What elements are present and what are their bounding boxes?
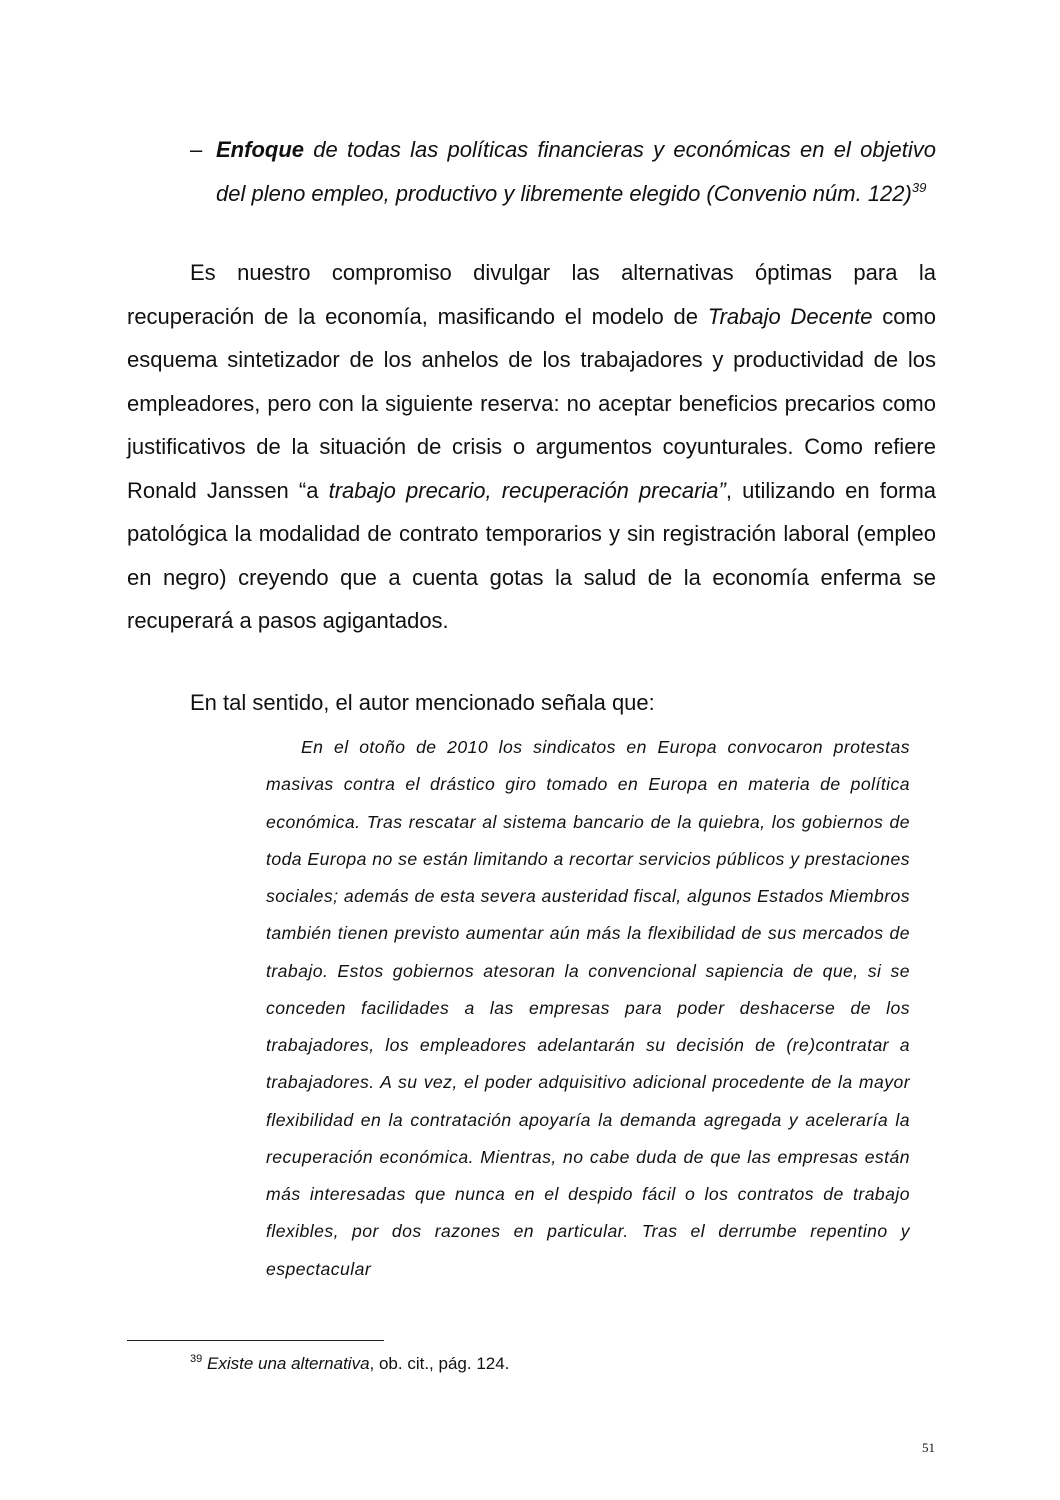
footnote-separator	[127, 1340, 384, 1341]
italic-term: Trabajo Decente	[707, 303, 873, 329]
bullet-dash: –	[190, 137, 203, 162]
paragraph-text: como esquema sintetizador de los anhelos de los trabajadores y productividad de los empleadores, pero con la siguiente reserva: no aceptar beneficios precarios como justificativos de la situación de crisis o argumentos coyunturales. Como refiere Ronald Janssen “a	[127, 303, 936, 503]
bullet-text	[216, 128, 936, 215]
bullet-body: de todas las políticas financieras y económicas en el objetivo del pleno empleo, productivo y libremente elegido (Convenio núm. 122)	[216, 137, 936, 206]
page-number: 51	[922, 1440, 935, 1455]
paragraph-text: , utilizando en forma patológica la modalidad de contrato temporarios y sin registración laboral (empleo en negro) creyendo que a cuenta gotas la salud de la economía enferma se recuperará a pasos agigantados.	[127, 477, 937, 633]
italic-quote: trabajo precario, recuperación precaria”	[328, 477, 726, 503]
block-quote: En el otoño de 2010 los sindicatos en Europa convocaron protestas masivas contra el drástico giro tomado en Europa en materia de política económica. Tras rescatar al sistema bancario de la quiebra, los gobiernos de toda Europa no se están limitando a recortar servicios públicos y prestaciones sociales; además de esta severa austeridad fiscal, algunos Estados Miembros también tienen previsto aumentar aún más la flexibilidad de sus mercados de trabajo. Estos gobiernos atesoran la convencional sapiencia de que, si se conceden facilidades a las empresas para poder deshacerse de los trabajadores, los empleadores adelantarán su decisión de (re)contratar a trabajadores. A su vez, el poder adquisitivo adicional procedente de la mayor flexibilidad en la contratación apoyaría la demanda agregada y aceleraría la recuperación económica. Mientras, no cabe duda de que las empresas están más interesadas que nunca en el despido fácil o los contratos de trabajo flexibles, por dos razones en particular. Tras el derrumbe repentino y espectacular	[266, 737, 910, 1279]
bullet-item	[190, 128, 936, 215]
footnote-title: Existe una alternativa	[206, 1354, 370, 1373]
bullet-bold-word: Enfoque	[216, 137, 304, 162]
footnote-text: , ob. cit., pág. 124.	[369, 1354, 510, 1373]
paragraph-text: Es nuestro compromiso divulgar las alternativas óptimas para la recuperación de la economía, masificando el modelo de	[127, 260, 936, 329]
footnote-reference: 39	[911, 179, 927, 195]
body-paragraph-1	[127, 251, 936, 643]
footnote-number: 39	[190, 1353, 203, 1365]
footnote	[190, 1352, 509, 1376]
body-paragraph-2: En tal sentido, el autor mencionado señala que:	[190, 690, 655, 715]
